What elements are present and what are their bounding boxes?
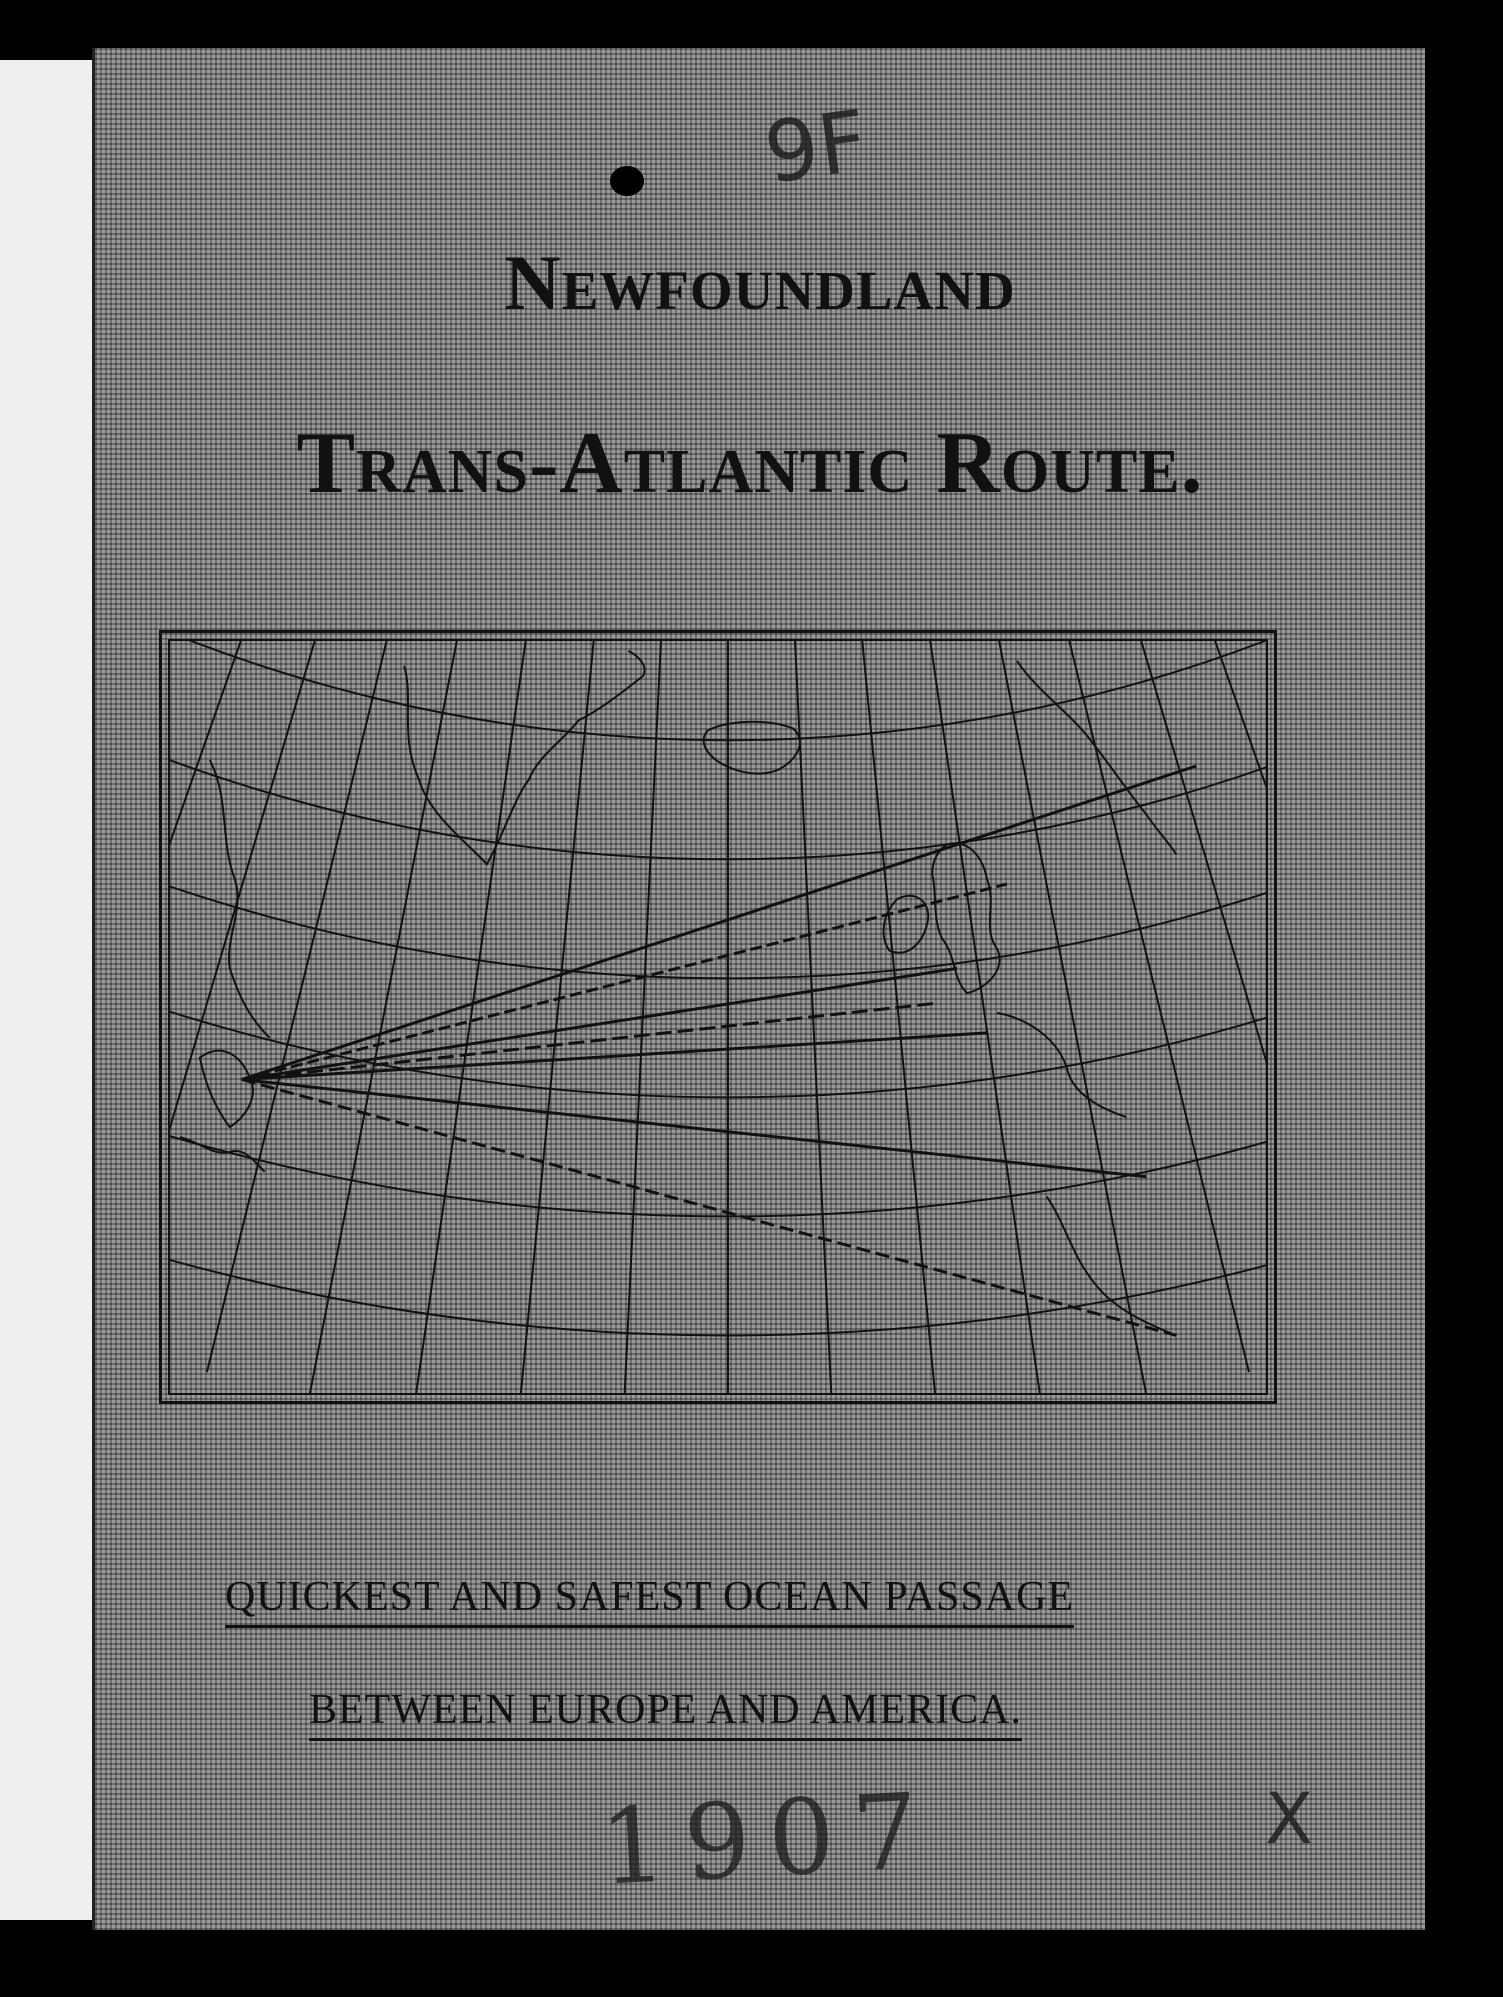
parallel-line xyxy=(170,1060,1266,1335)
ink-blot xyxy=(610,166,644,196)
cover-title-line-2: Trans-Atlantic Route. xyxy=(296,415,1204,512)
france-coast xyxy=(997,1013,1127,1117)
meridian-line xyxy=(170,641,268,1313)
page-edge xyxy=(0,60,92,1920)
meridian-line xyxy=(994,641,1146,1393)
tagline-line-1: QUICKEST AND SAFEST OCEAN PASSAGE xyxy=(225,1573,1074,1628)
meridian-line xyxy=(1251,641,1266,1276)
labrador-coast xyxy=(210,760,270,1038)
meridian-line xyxy=(1188,641,1266,1313)
meridian-line xyxy=(170,641,332,1345)
route-line xyxy=(242,766,1197,1079)
handwritten-catalog-mark: 9F xyxy=(758,91,874,203)
meridian-line xyxy=(862,641,938,1393)
meridian-line xyxy=(518,641,594,1393)
nova-scotia-coast xyxy=(180,1137,265,1172)
route-line xyxy=(242,968,957,1079)
route-line xyxy=(242,1080,1147,1177)
iceland-coast xyxy=(704,722,800,774)
meridian-line xyxy=(207,641,396,1372)
meridian-line xyxy=(1124,641,1266,1345)
parallel-line xyxy=(170,853,1266,1097)
greenland-coast xyxy=(404,651,644,864)
tagline-line-2: BETWEEN EUROPE AND AMERICA. xyxy=(309,1686,1022,1741)
handwritten-x-mark: X xyxy=(1265,1778,1313,1860)
coastlines xyxy=(180,651,1176,1336)
route-map-inner xyxy=(168,639,1268,1395)
meridian-line xyxy=(928,641,1042,1393)
route-map xyxy=(159,630,1277,1404)
scandinavia-coast xyxy=(1017,661,1176,854)
cover-title-line-1: Newfoundland xyxy=(504,239,1016,326)
route-line xyxy=(242,1080,1177,1336)
newfoundland-coast xyxy=(200,1051,253,1127)
parallel-line xyxy=(170,750,1266,978)
steamship-routes xyxy=(242,766,1197,1335)
meridian-line xyxy=(170,641,205,1276)
route-line xyxy=(242,884,1007,1079)
meridian-line xyxy=(1060,641,1249,1372)
north-atlantic-map-illustration xyxy=(170,641,1266,1393)
meridian-line xyxy=(310,641,462,1393)
handwritten-year: 1907 xyxy=(597,1769,940,1909)
book-cover xyxy=(92,48,1425,1930)
parallel-line xyxy=(170,957,1266,1217)
